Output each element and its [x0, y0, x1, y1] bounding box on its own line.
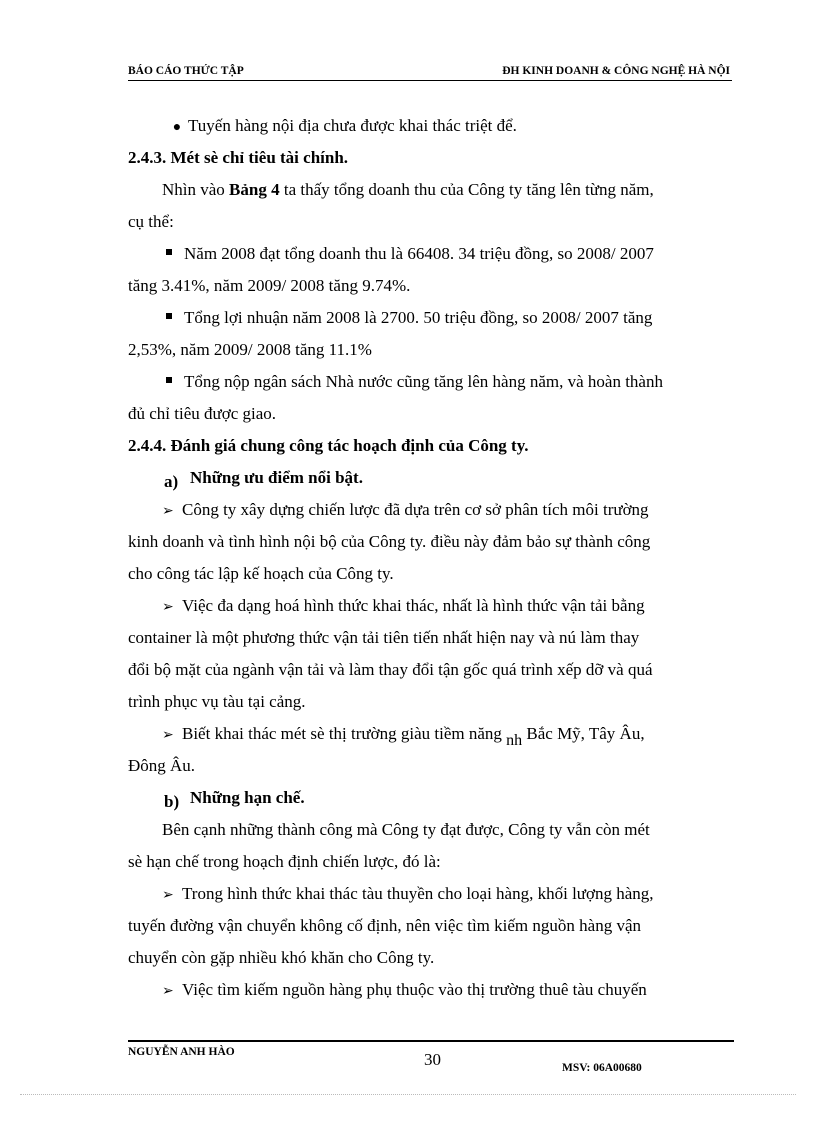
paragraph-line: Bên cạnh những thành công mà Công ty đạt được, Công ty vẫn còn mét [162, 820, 650, 839]
table-reference: Bảng 4 [229, 180, 280, 199]
subheading-letter: b) [164, 792, 180, 811]
arrow-bullet-icon: ➢ [162, 600, 174, 615]
list-item: ➢ Công ty xây dựng chiến lược đã dựa trên cơ sở phân tích môi trường [162, 494, 649, 528]
paragraph-line: kinh doanh và tình hình nội bộ của Công ty. điều này đảm bảo sự thành công [128, 532, 651, 551]
list-item: Tổng nộp ngân sách Nhà nước cũng tăng lên hàng năm, và hoàn thành [166, 366, 663, 398]
paragraph-line: sè hạn chế trong hoạch định chiến lược, đó là: [128, 852, 441, 871]
section-heading-2-4-3: 2.4.3. Mét sè chỉ tiêu tài chính. [128, 148, 349, 167]
paragraph-line: trình phục vụ tàu tại cảng. [128, 692, 306, 711]
paragraph-line: tuyến đường vận chuyển không cố định, nên việc tìm kiếm nguồn hàng vận [128, 916, 641, 935]
subheading-letter: a) [164, 472, 179, 491]
paragraph-line: Đông Âu. [128, 756, 196, 775]
square-bullet-icon [166, 313, 172, 319]
subscript-fragment: nh [506, 732, 523, 749]
page-number: 30 [424, 1050, 441, 1069]
paragraph-line: cho công tác lập kế hoạch của Công ty. [128, 564, 394, 583]
list-item: ● Tuyến hàng nội địa chưa được khai thác triệt để. [166, 110, 517, 144]
page-footer [128, 1040, 734, 1074]
list-item: ➢ Việc đa dạng hoá hình thức khai thác, nhất là hình thức vận tải bằng [162, 590, 645, 624]
square-bullet-icon [166, 249, 172, 255]
paragraph-line: chuyển còn gặp nhiều khó khăn cho Công ty. [128, 948, 435, 967]
subheading-b: b) Những hạn chế. [164, 782, 305, 814]
arrow-bullet-icon: ➢ [162, 984, 174, 999]
arrow-bullet-icon: ➢ [162, 504, 174, 519]
paragraph-line: đổi bộ mặt của ngành vận tải và làm thay đổi tận gốc quá trình xếp dỡ và quá [128, 660, 653, 679]
paragraph-line: 2,53%, năm 2009/ 2008 tăng 11.1% [128, 340, 372, 359]
page-edge-divider [20, 1094, 796, 1095]
square-bullet-icon [166, 377, 172, 383]
paragraph-line: Nhìn vào Bảng 4 ta thấy tổng doanh thu của Công ty tăng lên từng năm, [162, 180, 654, 199]
arrow-bullet-icon: ➢ [162, 728, 174, 743]
bullet-dot-icon: ● [172, 120, 182, 135]
header-university: ĐH KINH DOANH & CÔNG NGHỆ HÀ NỘI [502, 65, 730, 77]
page-header [128, 58, 732, 81]
paragraph-line: tăng 3.41%, năm 2009/ 2008 tăng 9.74%. [128, 276, 411, 295]
header-report-title: BÁO CÁO THỨC TẬP [128, 65, 244, 77]
list-item: ➢ Biết khai thác mét sè thị trường giàu tiềm năng nh Bắc Mỹ, Tây Âu, [162, 718, 645, 752]
list-item: Năm 2008 đạt tổng doanh thu là 66408. 34 triệu đồng, so 2008/ 2007 [166, 238, 654, 270]
arrow-bullet-icon: ➢ [162, 888, 174, 903]
paragraph-line: cụ thể: [128, 212, 174, 231]
footer-student-id: MSV: 06A00680 [562, 1062, 642, 1074]
list-item: ➢ Việc tìm kiếm nguồn hàng phụ thuộc vào thị trường thuê tàu chuyến [162, 974, 647, 1008]
section-heading-2-4-4: 2.4.4. Đánh giá chung công tác hoạch định của Công ty. [128, 436, 529, 455]
footer-author: NGUYỄN ANH HÀO [128, 1046, 235, 1058]
paragraph-line: container là một phương thức vận tải tiên tiến nhất hiện nay và nú làm thay [128, 628, 640, 647]
subheading-a: a) Những ưu điểm nổi bật. [164, 462, 363, 494]
paragraph-line: đủ chỉ tiêu được giao. [128, 404, 277, 423]
list-item: ➢ Trong hình thức khai thác tàu thuyền cho loại hàng, khối lượng hàng, [162, 878, 654, 912]
list-item: Tổng lợi nhuận năm 2008 là 2700. 50 triệu đồng, so 2008/ 2007 tăng [166, 302, 652, 334]
